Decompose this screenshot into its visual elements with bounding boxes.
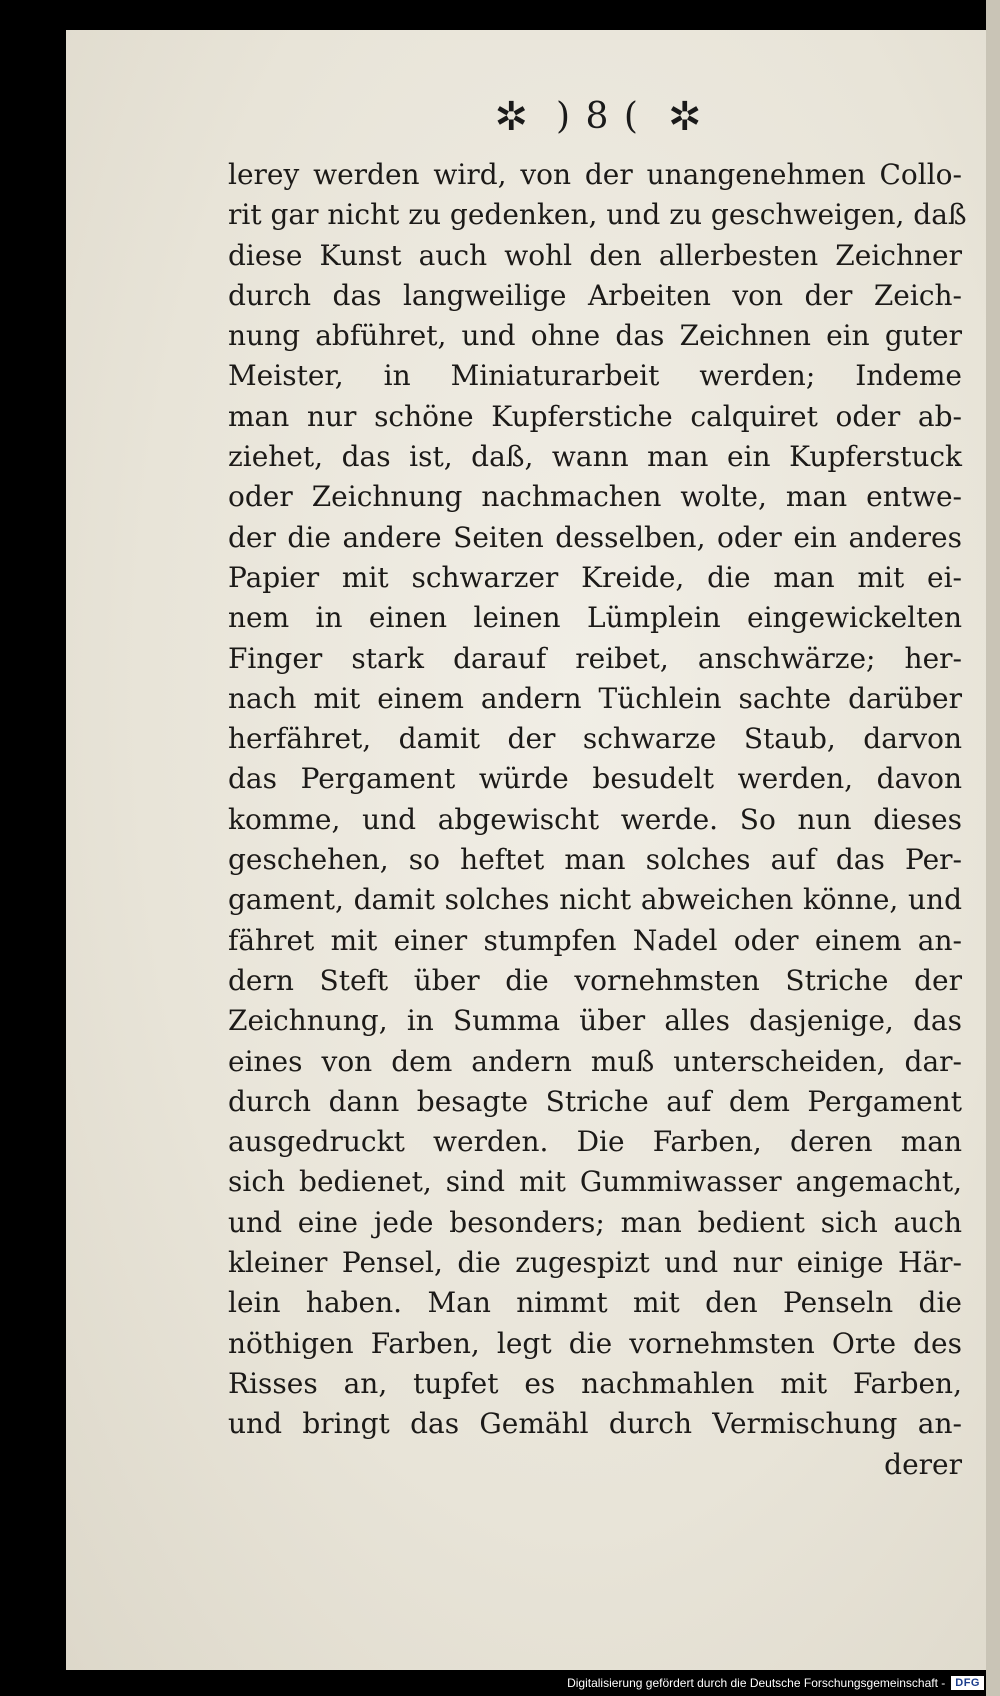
page-edge: [986, 0, 1000, 1696]
text-line: der die andere Seiten desselben, oder ein anderes: [228, 520, 962, 554]
text-line: Meister, in Miniaturarbeit werden; Indeme: [228, 359, 962, 393]
text-line: nung abführet, und ohne das Zeichnen ein guter: [228, 319, 962, 353]
text-line: Papier mit schwarzer Kreide, die man mit ei-: [228, 560, 962, 594]
text-line: Zeichnung, in Summa über alles dasjenige, das: [228, 1004, 962, 1038]
text-line: durch dann besagte Striche auf dem Pergament: [228, 1084, 962, 1118]
catchword: derer: [884, 1447, 962, 1481]
text-line: komme, und abgewischt werde. So nun dieses: [228, 802, 962, 836]
text-line: ausgedruckt werden. Die Farben, deren man: [228, 1125, 962, 1159]
ornament-right-icon: ✲: [667, 94, 702, 140]
ornament-left-icon: ✲: [494, 94, 529, 140]
text-line: nöthigen Farben, legt die vornehmsten Orte des: [228, 1326, 962, 1360]
dfg-logo: DFG: [951, 1676, 984, 1690]
text-line: herfähret, damit der schwarze Staub, darvon: [228, 722, 962, 756]
text-line: man nur schöne Kupferstiche calquiret oder ab-: [228, 399, 962, 433]
text-line: rit gar nicht zu gedenken, und zu geschweigen, daß: [228, 198, 967, 232]
footer-credit-text: Digitalisierung gefördert durch die Deutsche Forschungsgemeinschaft -: [567, 1676, 946, 1690]
text-line: durch das langweilige Arbeiten von der Zeich-: [228, 278, 962, 312]
text-line: kleiner Pensel, die zugespizt und nur einige Här-: [228, 1246, 962, 1280]
text-line: das Pergament würde besudelt werden, davon: [228, 762, 962, 796]
text-line: Finger stark darauf reibet, anschwärze; her-: [228, 641, 962, 675]
text-line: und bringt das Gemähl durch Vermischung an-: [228, 1407, 962, 1441]
text-line: eines von dem andern muß unterscheiden, dar-: [228, 1044, 962, 1078]
text-line: lerey werden wird, von der unangenehmen Collo-: [228, 158, 962, 191]
text-line: geschehen, so heftet man solches auf das Per-: [228, 843, 962, 877]
text-line: lein haben. Man nimmt mit den Penseln die: [228, 1286, 962, 1320]
text-line: dern Steft über die vornehmsten Striche der: [228, 963, 962, 997]
text-line: fähret mit einer stumpfen Nadel oder einem an-: [228, 923, 962, 957]
text-line: gament, damit solches nicht abweichen könne, und: [228, 883, 962, 917]
digitization-footer: [567, 1672, 984, 1694]
body-text: [228, 155, 967, 1485]
text-line: sich bedienet, sind mit Gummiwasser angemacht,: [228, 1165, 962, 1199]
page-header: [458, 92, 738, 142]
text-line: nach mit einem andern Tüchlein sachte darüber: [228, 681, 962, 715]
text-line: oder Zeichnung nachmachen wolte, man entwe-: [228, 480, 962, 514]
text-line: und eine jede besonders; man bedient sich auch: [228, 1205, 962, 1239]
text-line: nem in einen leinen Lümplein eingewickelten: [228, 601, 962, 635]
text-line: diese Kunst auch wohl den allerbesten Zeichner: [228, 238, 962, 272]
text-line: ziehet, das ist, daß, wann man ein Kupferstuck: [228, 440, 962, 474]
text-line: Risses an, tupfet es nachmahlen mit Farben,: [228, 1366, 962, 1400]
page-number: ) 8 (: [556, 96, 640, 137]
